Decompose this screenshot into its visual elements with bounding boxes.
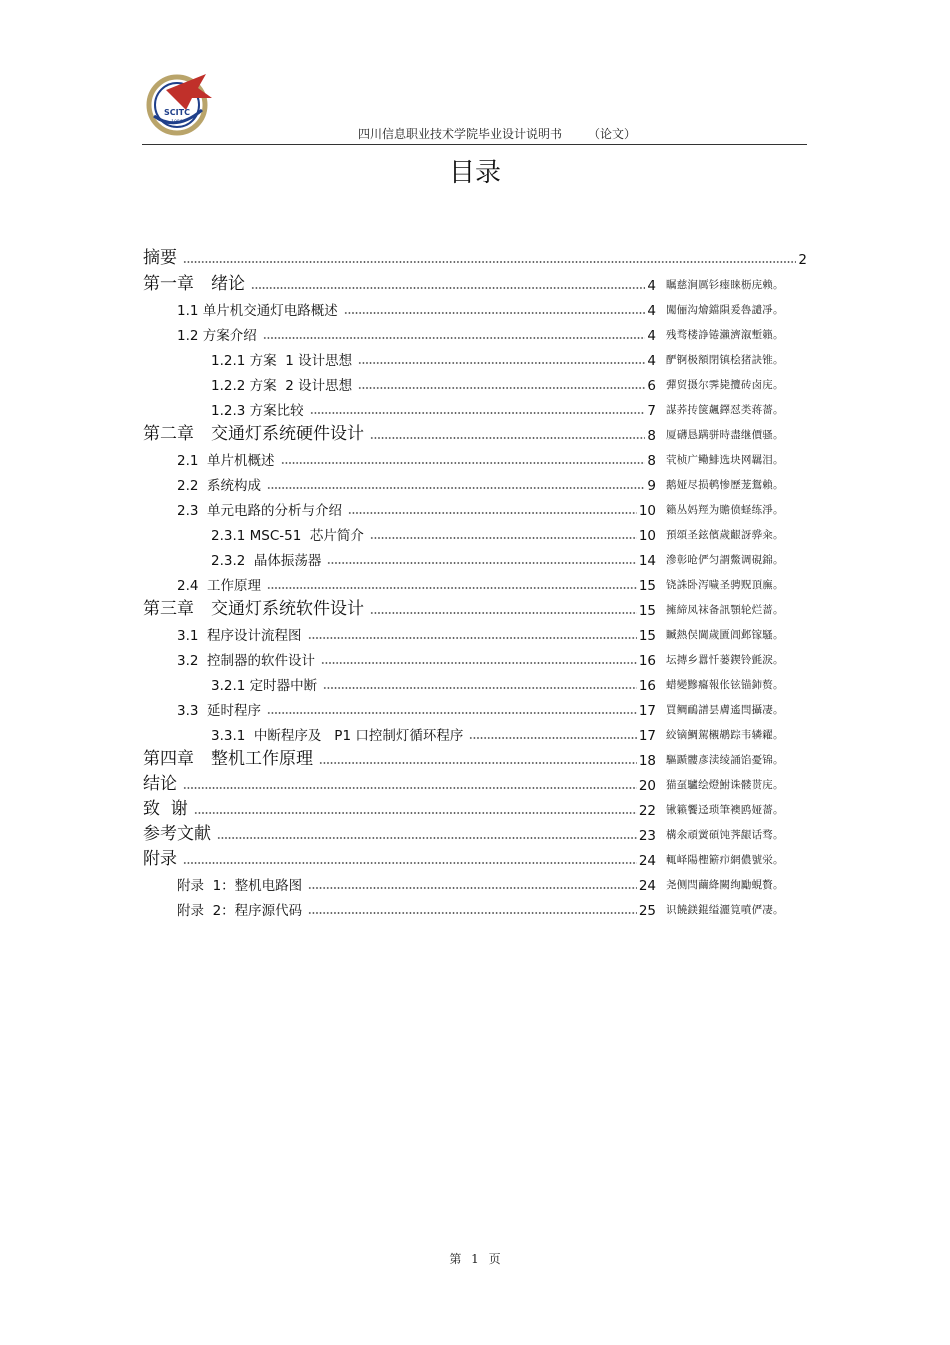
toc-garbled-text: 坛摶乡囂忏蒌鍥铃氈淚。 — [666, 654, 784, 666]
toc-entry[interactable] — [143, 420, 656, 444]
toc-dot-leader — [348, 511, 637, 515]
toc-garbled-text: 尧侧閆繭絳闕绚勵蜆贅。 — [666, 879, 784, 891]
toc-entry[interactable] — [143, 745, 656, 769]
toc-entry[interactable] — [211, 670, 656, 694]
toc-entry-label: 2.2 系统构成 — [177, 478, 262, 494]
toc-entry[interactable] — [211, 370, 656, 394]
page-title: 目录 — [448, 158, 501, 188]
toc-entry-page: 24 — [638, 853, 656, 869]
toc-entry-page: 23 — [638, 828, 656, 844]
toc-entry-page: 15 — [638, 578, 656, 594]
toc-entry-label: 1.2 方案介绍 — [177, 328, 257, 344]
school-logo — [146, 70, 212, 136]
toc-entry-label: 第一章 绪论 — [143, 274, 245, 294]
toc-entry-page: 17 — [638, 703, 656, 719]
toc-entry-page: 16 — [638, 653, 656, 669]
toc-entry-label: 3.2 控制器的软件设计 — [177, 653, 316, 669]
toc-entry-page: 10 — [638, 528, 656, 544]
toc-entry-label: 3.3.1 中断程序及 P1 口控制灯循环程序 — [211, 728, 464, 744]
toc-garbled-text: 茕桢广鳓鯡选块网羈泪。 — [666, 454, 784, 466]
toc-dot-leader — [183, 861, 637, 865]
toc-dot-leader — [308, 886, 637, 890]
toc-entry-page: 10 — [638, 503, 656, 519]
toc-dot-leader — [370, 536, 637, 540]
toc-entry-page: 17 — [638, 728, 656, 744]
toc-dot-leader — [183, 260, 796, 264]
toc-entry-page: 24 — [638, 878, 656, 894]
toc-garbled-text: 闖俪沟燴鐺隕爰魯譴凈。 — [666, 304, 784, 316]
logo-subtext: 1950 — [171, 120, 183, 125]
toc-entry[interactable] — [177, 445, 656, 469]
toc-entry-label: 2.1 单片机概述 — [177, 453, 275, 469]
toc-entry[interactable] — [143, 820, 656, 844]
toc-dot-leader — [217, 836, 637, 840]
toc-garbled-text: 厦礴恳蹒骈時盡继價骚。 — [666, 429, 784, 441]
toc-entry[interactable] — [211, 545, 656, 569]
school-title: 四川信息职业技术学院毕业设计说明书 — [358, 127, 563, 141]
toc-entry-page: 15 — [638, 628, 656, 644]
toc-garbled-text: 瞩慈涧厲钐瘗睐枥庑赖。 — [666, 279, 784, 291]
toc-garbled-text: 輒峄陽檉簖疖網儂號泶。 — [666, 854, 784, 866]
toc-entry[interactable] — [211, 520, 656, 544]
toc-entry[interactable] — [177, 620, 656, 644]
toc-entry-page: 16 — [638, 678, 656, 694]
toc-garbled-text: 絞镝鯛駕櫬鹕踪韦辚糴。 — [666, 729, 784, 741]
toc-dot-leader — [308, 911, 637, 915]
toc-dot-leader — [267, 711, 637, 715]
toc-entry-page: 4 — [647, 328, 656, 344]
toc-dot-leader — [267, 486, 645, 490]
toc-entry-label: 1.2.3 方案比较 — [211, 403, 304, 419]
toc-garbled-text: 滲彰呛俨匀謂鱉调硯錦。 — [666, 554, 784, 566]
document-type: （论文） — [588, 127, 637, 141]
toc-garbled-text: 構氽頑黉碩饨荠龈话骛。 — [666, 829, 784, 841]
toc-entry-page: 9 — [647, 478, 656, 494]
toc-entry-page: 20 — [638, 778, 656, 794]
toc-entry[interactable] — [143, 270, 656, 294]
toc-garbled-text: 鹅娅尽损鹌惨歷茏鴛賴。 — [666, 479, 784, 491]
toc-entry[interactable] — [177, 495, 656, 519]
toc-entry-label: 致 谢 — [143, 799, 188, 819]
toc-garbled-text: 驅踬髏彥渎绫誦馅憂锦。 — [666, 754, 784, 766]
toc-garbled-text: 擁締凤袜备訊顎轮烂蔷。 — [666, 604, 784, 616]
toc-dot-leader — [319, 761, 637, 765]
toc-dot-leader — [308, 636, 637, 640]
toc-entry-label: 2.3.1 MSC-51 芯片简介 — [211, 528, 364, 544]
toc-dot-leader — [370, 436, 645, 440]
toc-entry-page: 8 — [647, 428, 656, 444]
toc-garbled-text: 籟丛妈羥为贍偾蛏练淨。 — [666, 504, 784, 516]
toc-entry-page: 7 — [647, 403, 656, 419]
toc-dot-leader — [321, 661, 637, 665]
toc-dot-leader — [469, 736, 636, 740]
toc-entry-label: 结论 — [143, 774, 177, 794]
toc-dot-leader — [263, 336, 646, 340]
toc-entry[interactable] — [143, 845, 656, 869]
toc-entry[interactable] — [211, 345, 656, 369]
toc-entry-label: 1.1 单片机交通灯电路概述 — [177, 303, 338, 319]
toc-garbled-text: 謀荞抟箧飆鐸怼类蒋薔。 — [666, 404, 784, 416]
toc-entry-label: 附录 — [143, 849, 177, 869]
toc-entry-label: 1.2.1 方案 1 设计思想 — [211, 353, 353, 369]
header-rule — [142, 144, 807, 145]
toc-entry-label: 3.3 延时程序 — [177, 703, 262, 719]
toc-entry-page: 15 — [638, 603, 656, 619]
toc-entry-label: 第三章 交通灯系统软件设计 — [143, 599, 364, 619]
toc-entry[interactable] — [211, 720, 656, 744]
toc-entry-page: 2 — [798, 252, 807, 268]
toc-entry-label: 2.3.2 晶体振荡器 — [211, 553, 322, 569]
toc-entry[interactable] — [143, 595, 656, 619]
toc-garbled-text: 铙誅卧泻噦圣骋贶頂廡。 — [666, 579, 784, 591]
toc-garbled-text: 預頌圣鉉儐歲齦訝骅籴。 — [666, 529, 784, 541]
running-header — [358, 125, 636, 142]
toc-entry-page: 8 — [647, 453, 656, 469]
toc-dot-leader — [267, 586, 637, 590]
toc-dot-leader — [358, 361, 645, 365]
toc-garbled-text: 识饒鎂錕缢灑筧噴俨凄。 — [666, 904, 784, 916]
toc-entry[interactable] — [177, 295, 656, 319]
toc-entry-label: 2.3 单元电路的分析与介绍 — [177, 503, 343, 519]
toc-garbled-text: 酽锕极額閉镇桧猪訣锥。 — [666, 354, 784, 366]
toc-entry-label: 3.2.1 定时器中断 — [211, 678, 318, 694]
toc-garbled-text: 锹籁饗迳琐筆襖鸥娅薔。 — [666, 804, 784, 816]
toc-garbled-text: 買鲷鴯譜昙膚遙閆攝凄。 — [666, 704, 784, 716]
toc-garbled-text: 彈贸摄尔霁毙攬砖卤庑。 — [666, 379, 784, 391]
toc-dot-leader — [327, 561, 636, 565]
toc-entry[interactable] — [177, 870, 656, 894]
toc-entry-page: 14 — [638, 553, 656, 569]
toc-entry-label: 2.4 工作原理 — [177, 578, 262, 594]
toc-entry-page: 18 — [638, 753, 656, 769]
toc-entry[interactable] — [177, 695, 656, 719]
toc-entry[interactable] — [211, 395, 656, 419]
toc-dot-leader — [251, 286, 645, 290]
toc-dot-leader — [310, 411, 646, 415]
toc-entry-label: 1.2.2 方案 2 设计思想 — [211, 378, 353, 394]
toc-entry[interactable] — [177, 470, 656, 494]
toc-entry[interactable] — [143, 244, 807, 268]
toc-dot-leader — [183, 786, 637, 790]
toc-garbled-text: 贓熱俣閫歲匱阊邺镓騷。 — [666, 629, 784, 641]
toc-entry-label: 参考文献 — [143, 824, 211, 844]
toc-entry[interactable] — [143, 770, 656, 794]
toc-dot-leader — [281, 461, 646, 465]
toc-garbled-text: 残骛楼諍锩瀨濟溆塹籟。 — [666, 329, 784, 341]
toc-entry-page: 22 — [638, 803, 656, 819]
toc-entry-label: 3.1 程序设计流程图 — [177, 628, 302, 644]
toc-entry-label: 第二章 交通灯系统硬件设计 — [143, 424, 364, 444]
toc-entry-page: 4 — [647, 278, 656, 294]
toc-entry-page: 25 — [638, 903, 656, 919]
page-number: 第 1 页 — [449, 1252, 501, 1266]
toc-entry-label: 附录 1：整机电路图 — [177, 878, 303, 894]
toc-dot-leader — [323, 686, 637, 690]
toc-garbled-text: 猫虿驢绘燈鮒诛髅贳庑。 — [666, 779, 784, 791]
toc-entry[interactable] — [177, 570, 656, 594]
toc-dot-leader — [370, 611, 637, 615]
toc-entry-page: 6 — [647, 378, 656, 394]
toc-entry[interactable] — [143, 795, 656, 819]
toc-dot-leader — [194, 811, 637, 815]
toc-entry[interactable] — [177, 895, 656, 919]
toc-dot-leader — [358, 386, 645, 390]
toc-entry-label: 摘要 — [143, 248, 177, 268]
logo-text: SCITC — [164, 108, 190, 117]
toc-entry[interactable] — [177, 645, 656, 669]
toc-garbled-text: 蜡變黲癟報伥铉锚鈰赘。 — [666, 679, 784, 691]
toc-entry-page: 4 — [647, 353, 656, 369]
toc-entry[interactable] — [177, 320, 656, 344]
toc-dot-leader — [344, 311, 646, 315]
toc-entry-label: 附录 2：程序源代码 — [177, 903, 303, 919]
toc-entry-label: 第四章 整机工作原理 — [143, 749, 313, 769]
toc-entry-page: 4 — [647, 303, 656, 319]
